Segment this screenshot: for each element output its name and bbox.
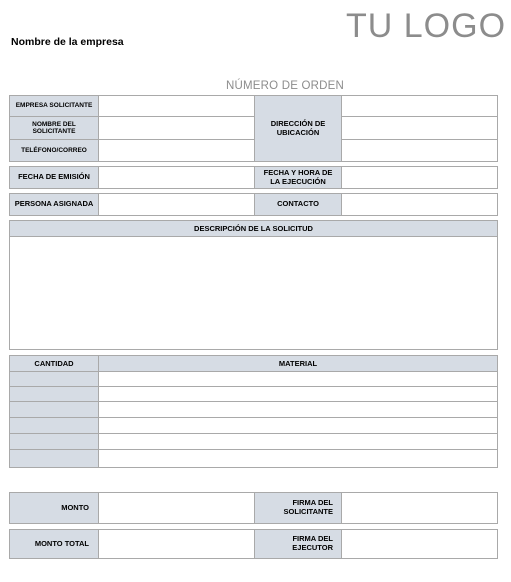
- location-address-field-1[interactable]: [341, 95, 498, 117]
- table-row: [9, 433, 498, 434]
- executor-signature-field[interactable]: [341, 529, 498, 559]
- issue-date-field[interactable]: [98, 166, 255, 189]
- amount-label: MONTO: [9, 492, 99, 524]
- assigned-person-label: PERSONA ASIGNADA: [9, 193, 99, 216]
- table-row: [9, 386, 498, 387]
- requester-signature-field[interactable]: [341, 492, 498, 524]
- location-address-field-3[interactable]: [341, 139, 498, 162]
- table-row: [9, 401, 498, 402]
- location-address-field-2[interactable]: [341, 116, 498, 140]
- description-textarea[interactable]: [9, 236, 498, 350]
- phone-email-label: TELÉFONO/CORREO: [9, 139, 99, 162]
- requesting-company-field[interactable]: [98, 95, 255, 117]
- table-row: [9, 449, 498, 450]
- requester-signature-label: FIRMA DEL SOLICITANTE: [254, 492, 342, 524]
- executor-signature-label: FIRMA DEL EJECUTOR: [254, 529, 342, 559]
- requesting-company-label: EMPRESA SOLICITANTE: [9, 95, 99, 117]
- quantity-header: CANTIDAD: [9, 355, 99, 372]
- total-amount-field[interactable]: [98, 529, 255, 559]
- requester-name-label: NOMBRE DEL SOLICITANTE: [9, 116, 99, 140]
- amount-field[interactable]: [98, 492, 255, 524]
- execution-datetime-field[interactable]: [341, 166, 498, 189]
- company-name: Nombre de la empresa: [11, 36, 124, 48]
- phone-email-field[interactable]: [98, 139, 255, 162]
- order-number-label: NÚMERO DE ORDEN: [225, 80, 344, 92]
- material-header: MATERIAL: [98, 355, 498, 372]
- contact-field[interactable]: [341, 193, 498, 216]
- total-amount-label: MONTO TOTAL: [9, 529, 99, 559]
- execution-datetime-label: FECHA Y HORA DE LA EJECUCIÓN: [254, 166, 342, 189]
- location-address-label: DIRECCIÓN DE UBICACIÓN: [254, 95, 342, 162]
- column-divider: [98, 372, 99, 468]
- assigned-person-field[interactable]: [98, 193, 255, 216]
- contact-label: CONTACTO: [254, 193, 342, 216]
- description-header: DESCRIPCIÓN DE LA SOLICITUD: [9, 220, 498, 237]
- requester-name-field[interactable]: [98, 116, 255, 140]
- logo-placeholder: TU LOGO: [346, 7, 507, 45]
- issue-date-label: FECHA DE EMISIÓN: [9, 166, 99, 189]
- table-row: [9, 417, 498, 418]
